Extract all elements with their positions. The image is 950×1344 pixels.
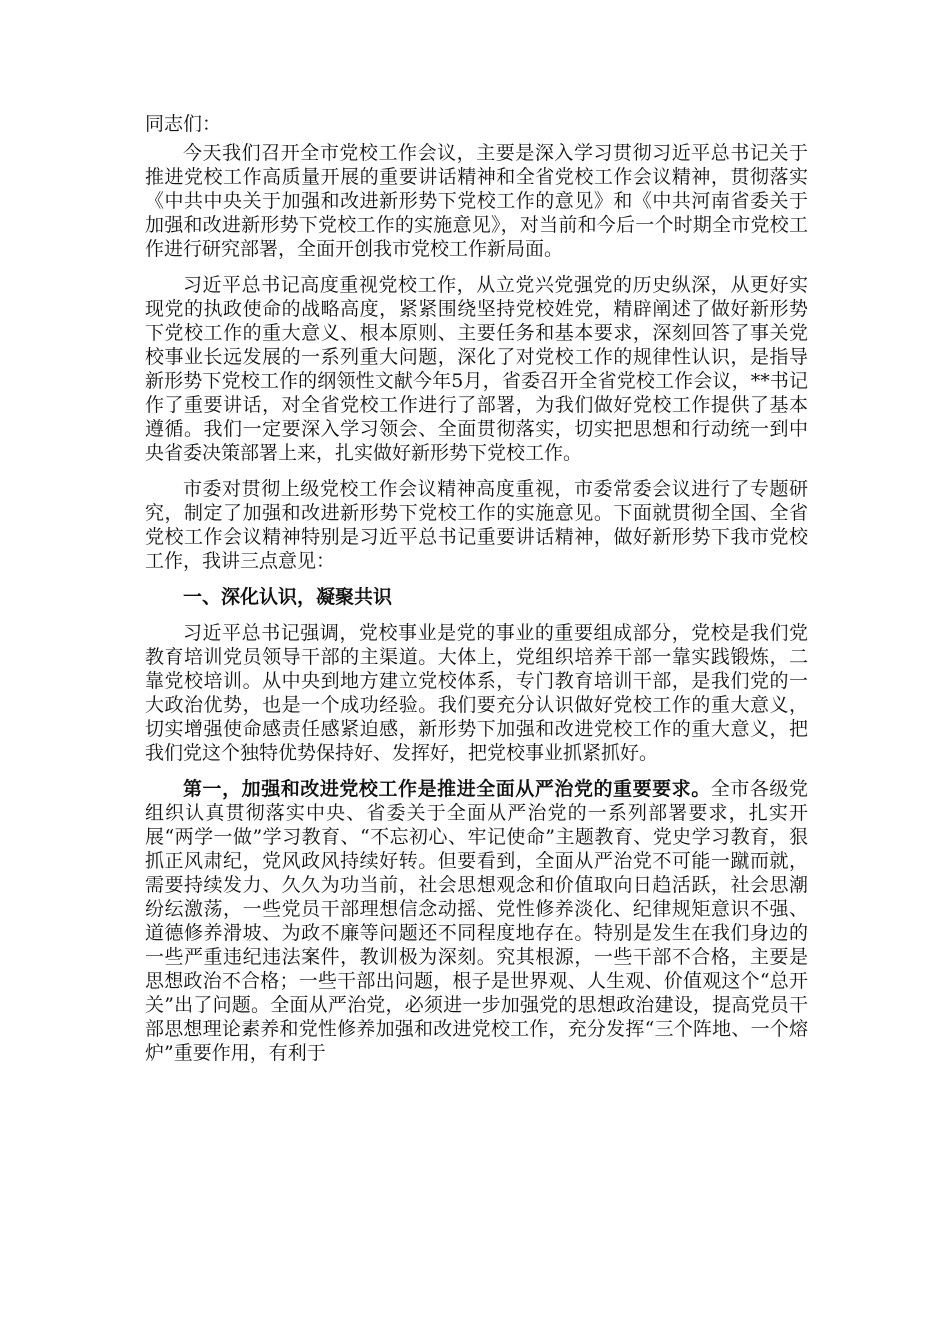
paragraph-section-1-intro: 习近平总书记强调，党校事业是党的事业的重要组成部分，党校是我们党教育培训党员领导干部的主渠道。大体上，党组织培养干部一靠实践锻炼，二靠党校培训。从中央到地方建立党校体系，专门教育培训干部，是我们党的一大政治优势，也是一个成功经验。我们要充分认识做好党校工作的重大意义，切实增强使命感责任感紧迫感，新形势下加强和改进党校工作的重大意义，把我们党这个独特优势保持好、发挥好，把党校事业抓紧抓好。 bbox=[145, 622, 808, 764]
paragraph-point-1 bbox=[145, 777, 808, 1065]
paragraph-xi-importance: 习近平总书记高度重视党校工作，从立党兴党强党的历史纵深，从更好实现党的执政使命的战略高度，紧紧围绕坚持党校姓党，精辟阐述了做好新形势下党校工作的重大意义、根本原则、主要任务和基本要求，深刻回答了事关党校事业长远发展的一系列重大问题，深化了对党校工作的规律性认识，是指导新形势下党校工作的纲领性文献今年5月，省委召开全省党校工作会议，**书记作了重要讲话，对全省党校工作进行了部署，为我们做好党校工作提供了基本遵循。我们一定要深入学习领会、全面贯彻落实，切实把思想和行动统一到中央省委决策部署上来，扎实做好新形势下党校工作。 bbox=[145, 274, 808, 464]
paragraph-city-committee: 市委对贯彻上级党校工作会议精神高度重视，市委常委会议进行了专题研究，制定了加强和改进新形势下党校工作的实施意见。下面就贯彻全国、全省党校工作会议精神特别是习近平总书记重要讲话精神，做好新形势下我市党校工作，我讲三点意见： bbox=[145, 478, 808, 572]
paragraph-opening: 今天我们召开全市党校工作会议，主要是深入学习贯彻习近平总书记关于推进党校工作高质量开展的重要讲话精神和全省党校工作会议精神，贯彻落实《中共中央关于加强和改进新形势下党校工作的意见》和《中共河南省委关于加强和改进新形势下党校工作的实施意见》，对当前和今后一个时期全市党校工作进行研究部署，全面开创我市党校工作新局面。 bbox=[145, 142, 808, 260]
point-1-lead: 第一，加强和改进党校工作是推进全面从严治党的重要要求。 bbox=[183, 778, 711, 800]
section-heading-1: 一、深化认识，凝聚共识 bbox=[183, 586, 393, 608]
point-1-body: 全市各级党组织认真贯彻落实中央、省委关于全面从严治党的一系列部署要求，扎实开展“两学一做”学习教育、“不忘初心、牢记使命”主题教育、党史学习教育，狠抓正风肃纪，党风政风持续好转。但要看到，全面从严治党不可能一蹴而就，需要持续发力、久久为功当前，社会思想观念和价值取向日趋活跃，社会思潮纷纭激荡，一些党员干部理想信念动摇、党性修养淡化、纪律规矩意识不强、道德修养滑坡、为政不廉等问题还不同程度地存在。特别是发生在我们身边的一些严重违纪违法案件，教训极为深刻。究其根源，一些干部不合格，主要是思想政治不合格；一些干部出问题，根子是世界观、人生观、价值观这个“总开关”出了问题。全面从严治党，必须进一步加强党的思想政治建设，提高党员干部思想理论素养和党性修养加强和改进党校工作，充分发挥“三个阵地、一个熔炉”重要作用，有利于 bbox=[145, 778, 808, 1064]
salutation: 同志们： bbox=[145, 113, 222, 135]
document-page bbox=[145, 112, 808, 1077]
